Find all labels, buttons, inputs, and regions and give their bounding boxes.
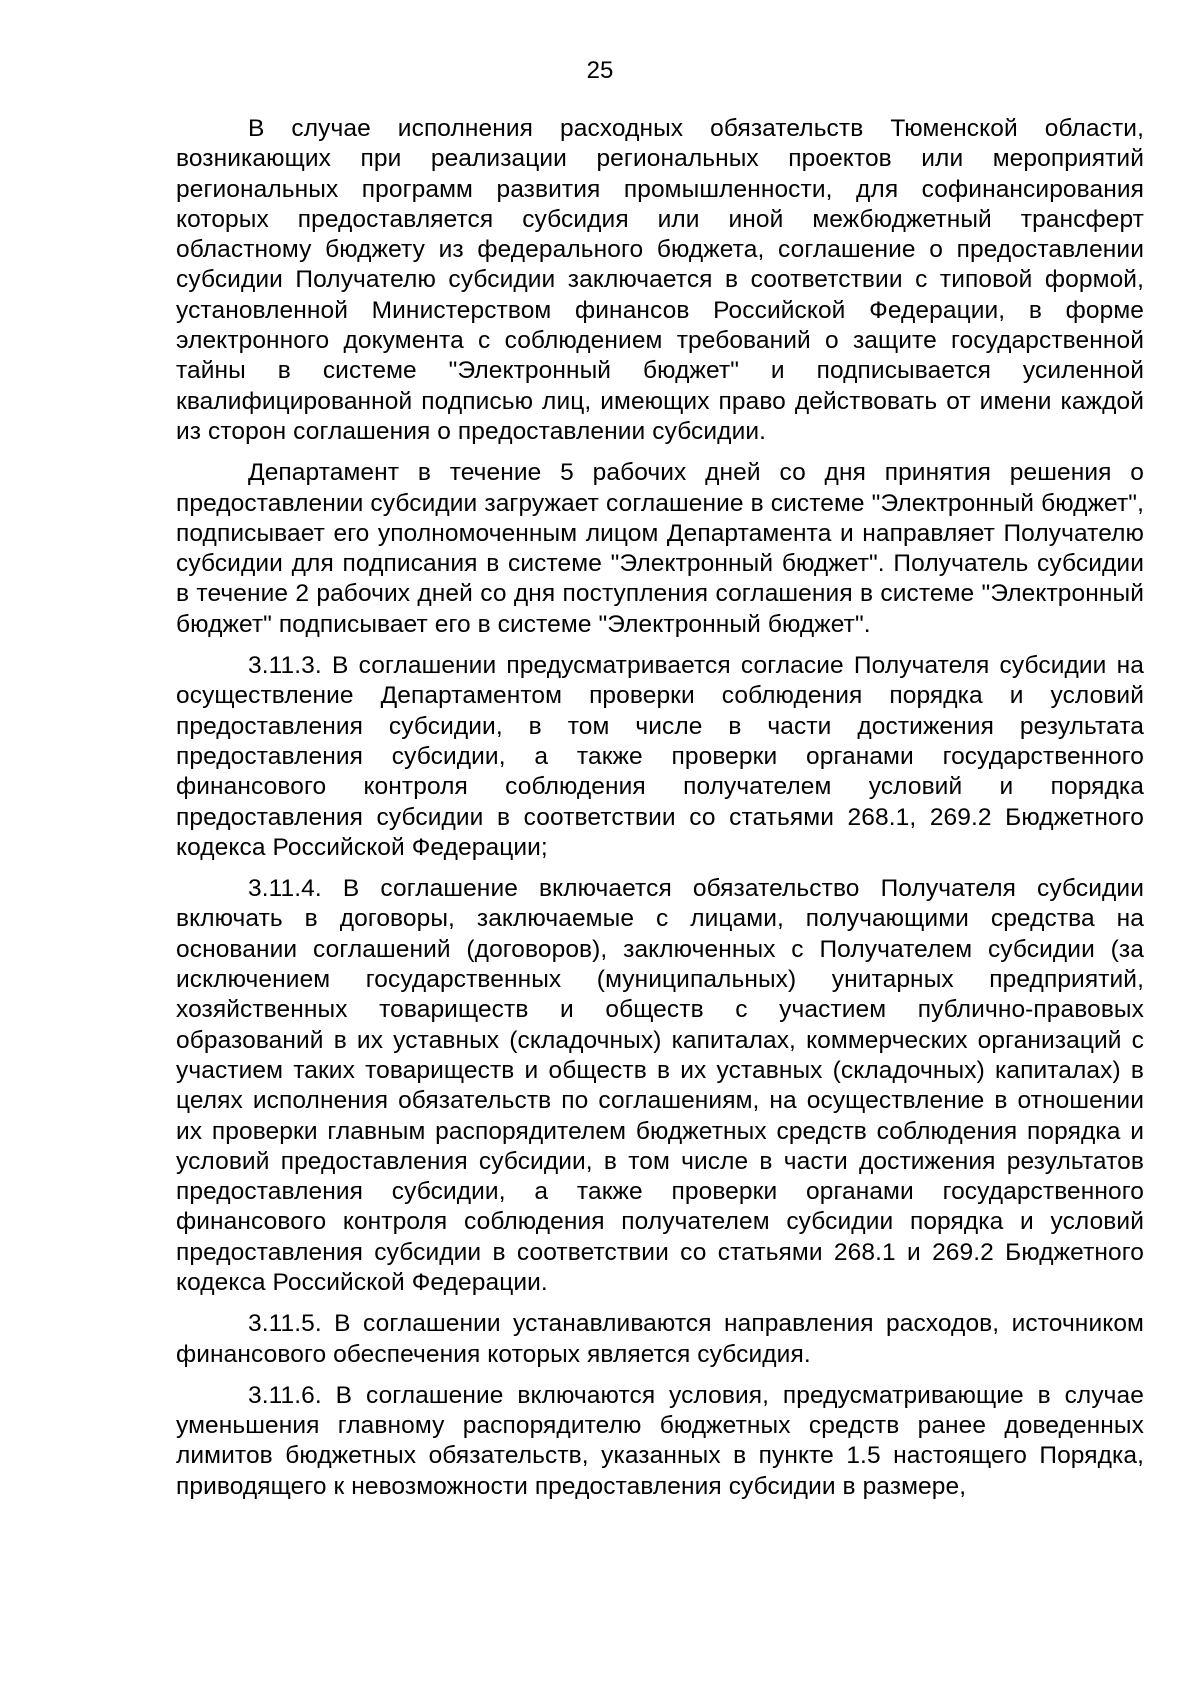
paragraph-3-11-3: 3.11.3. В соглашении предусматривается согласие Получателя субсидии на осуществление Департаментом проверки соблюдения порядка и условий предоставления субсидии, в том числе в части достижения результата предоставления субсидии, а также проверки органами государственного финансового контроля соблюдения получателем условий и порядка предоставления субсидии в соответствии со статьями 268.1, 269.2 Бюджетного кодекса Российской Федерации; [176,652,1144,861]
paragraph-budget-obligations: В случае исполнения расходных обязательств Тюменской области, возникающих при реализации региональных проектов или мероприятий региональных программ развития промышленности, для софинансирования которых предоставляется субсидия или иной межбюджетный трансферт областному бюджету из федерального бюджета, соглашение о предоставлении субсидии Получателю субсидии заключается в соответствии с типовой формой, установленной Министерством финансов Российской Федерации, в форме электронного документа с соблюдением требований о защите государственной тайны в системе "Электронный бюджет" и подписывается усиленной квалифицированной подписью лиц, имеющих право действовать от имени каждой из сторон соглашения о предоставлении субсидии. [176,115,1144,445]
paragraph-3-11-5: 3.11.5. В соглашении устанавливаются направления расходов, источником финансового обеспечения которых является субсидия. [176,1310,1144,1368]
document-body [176,114,1144,1513]
page-number: 25 [586,57,614,84]
paragraph-department-agreement: Департамент в течение 5 рабочих дней со дня принятия решения о предоставлении субсидии загружает соглашение в системе "Электронный бюджет", подписывает его уполномоченным лицом Департамента и направляет Получателю субсидии для подписания в системе "Электронный бюджет". Получатель субсидии в течение 2 рабочих дней со дня поступления соглашения в системе "Электронный бюджет" подписывает его в системе "Электронный бюджет". [176,459,1144,638]
paragraph-3-11-4: 3.11.4. В соглашение включается обязательство Получателя субсидии включать в договоры, заключаемые с лицами, получающими средства на основании соглашений (договоров), заключенных с Получателем субсидии (за исключением государственных (муниципальных) унитарных предприятий, хозяйственных товариществ и обществ с участием публично-правовых образований в их уставных (складочных) капиталах, коммерческих организаций с участием таких товариществ и обществ в их уставных (складочных) капиталах) в целях исполнения обязательств по соглашениям, на осуществление в отношении их проверки главным распорядителем бюджетных средств соблюдения порядка и условий предоставления субсидии, в том числе в части достижения результатов предоставления субсидии, а также проверки органами государственного финансового контроля соблюдения получателем субсидии порядка и условий предоставления субсидии в соответствии со статьями 268.1 и 269.2 Бюджетного кодекса Российской Федерации. [176,875,1144,1296]
paragraph-3-11-6: 3.11.6. В соглашение включаются условия, предусматривающие в случае уменьшения главному распорядителю бюджетных средств ранее доведенных лимитов бюджетных обязательств, указанных в пункте 1.5 настоящего Порядка, приводящего к невозможности предоставления субсидии в размере, [176,1381,1144,1500]
